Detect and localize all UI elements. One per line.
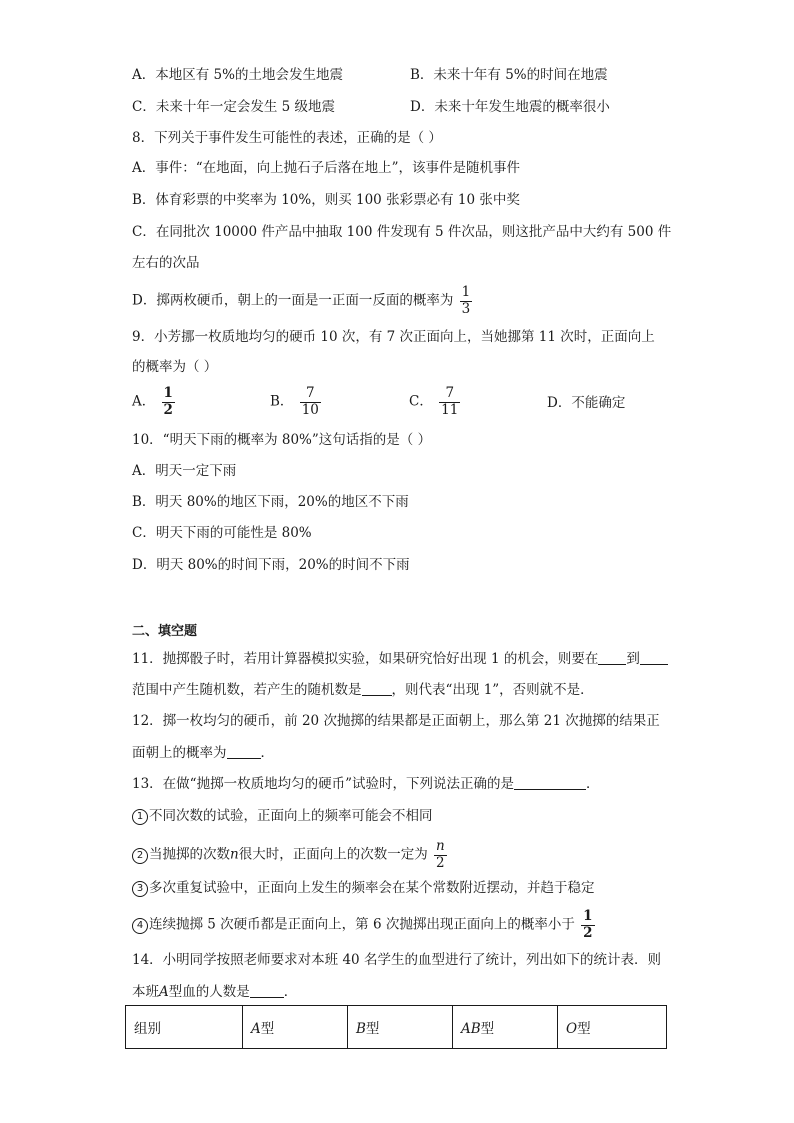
answer-blank[interactable] xyxy=(598,650,626,665)
q13-s3-text: 多次重复试验中，正面向上发生的频率会在某个常数附近摆动，并趋于稳定 xyxy=(149,880,595,896)
q8-option-b[interactable]: B．体育彩票的中奖率为 10%，则买 100 张彩票必有 10 张中奖 xyxy=(132,192,520,208)
circled-number-2: 2 xyxy=(132,848,148,864)
q11-line1 xyxy=(132,649,668,669)
fraction-n-over-2 xyxy=(434,840,447,870)
denominator: 2 xyxy=(583,924,593,941)
suffix: 型 xyxy=(480,1021,495,1037)
q13-statement-4 xyxy=(132,910,597,940)
var: A xyxy=(251,1021,261,1037)
suffix: 型 xyxy=(260,1021,275,1037)
suffix: 型 xyxy=(577,1021,591,1037)
answer-blank[interactable] xyxy=(362,681,392,696)
q13-s4-text: 连续抛掷 5 次硬币都是正面向上，第 6 次抛掷出现正面向上的概率小于 xyxy=(149,916,575,933)
q9-option-b[interactable] xyxy=(270,387,323,417)
q10-option-b[interactable]: B．明天 80%的地区下雨，20%的地区不下雨 xyxy=(132,494,409,510)
q14-line1: 14．小明同学按照老师要求对本班 40 名学生的血型进行了统计，列出如下的统计表．则 xyxy=(132,952,661,968)
suffix: 型 xyxy=(365,1021,380,1037)
answer-blank[interactable] xyxy=(227,744,261,759)
q13-s2-text-b: 很大时，正面向上的次数一定为 xyxy=(238,846,428,863)
numerator: 1 xyxy=(583,908,593,924)
q8-stem: 8．下列关于事件发生可能性的表述，正确的是（ ） xyxy=(132,130,442,146)
var: AB xyxy=(461,1021,481,1037)
q13-statement-2 xyxy=(132,840,449,870)
q12-period: ． xyxy=(260,745,274,761)
q9-stem-line2: 的概率为（ ） xyxy=(132,359,218,375)
table-cell-type-b xyxy=(348,1006,453,1049)
fraction-one-third xyxy=(460,286,473,316)
q12-line2 xyxy=(132,743,274,763)
q13-s2-text-a: 当抛掷的次数 xyxy=(149,846,230,863)
denominator: 2 xyxy=(163,401,173,418)
q7-option-a[interactable]: A．本地区有 5%的土地会发生地震 xyxy=(132,67,343,83)
q10-option-c[interactable]: C．明天下雨的可能性是 80% xyxy=(132,525,312,541)
denominator: 11 xyxy=(441,401,459,418)
q8-option-c[interactable]: C．在同批次 10000 件产品中抽取 100 件发现有 5 件次品，则这批产品中大约有 500 件 xyxy=(132,224,672,240)
q14-line2 xyxy=(132,982,297,1002)
denominator: 10 xyxy=(301,401,319,418)
blood-type-table xyxy=(125,1005,667,1049)
q14-text-a: 本班 xyxy=(132,984,159,1000)
q13-stem-text: 13．在做“抛掷一枚质地均匀的硬币”试验时，下列说法正确的是 xyxy=(132,776,514,792)
table-cell-type-a xyxy=(243,1006,348,1049)
q7-option-d[interactable]: D．未来十年发生地震的概率很小 xyxy=(410,99,610,115)
table-cell-type-o xyxy=(558,1006,667,1049)
numerator: 7 xyxy=(439,387,460,403)
q13-statement-3 xyxy=(132,878,595,898)
q9-option-c[interactable] xyxy=(409,387,462,417)
q8-option-d[interactable] xyxy=(132,286,474,316)
q8-option-a[interactable]: A．事件：“在地面，向上抛石子后落在地上”，该事件是随机事件 xyxy=(132,160,521,176)
q11-text-a: 11．抛掷骰子时，若用计算器模拟实验，如果研究恰好出现 1 的机会，则要在 xyxy=(132,651,599,667)
q10-stem: 10．“明天下雨的概率为 80%”这句话指的是（ ） xyxy=(132,432,432,448)
q12-text: 面朝上的概率为 xyxy=(132,745,227,761)
numerator: 1 xyxy=(461,284,471,300)
q9-option-a-label: A． xyxy=(132,393,156,410)
q11-text-c: 范围中产生随机数，若产生的随机数是 xyxy=(132,682,362,698)
q13-s1-text: 不同次数的试验，正面向上的频率可能会不相同 xyxy=(149,808,433,824)
answer-blank[interactable] xyxy=(514,775,586,790)
q8-option-c-continued: 左右的次品 xyxy=(132,255,200,271)
numerator: 7 xyxy=(300,387,321,403)
circled-number-1: 1 xyxy=(132,809,148,825)
denominator: 2 xyxy=(436,854,445,871)
variable-a: A xyxy=(159,984,169,1000)
denominator: 3 xyxy=(461,300,471,317)
q9-option-c-label: C． xyxy=(409,393,433,410)
q14-period: ． xyxy=(283,984,298,1000)
numerator: n xyxy=(436,838,445,854)
q10-option-d[interactable]: D．明天 80%的时间下雨，20%的时间不下雨 xyxy=(132,557,410,573)
fraction-one-half xyxy=(162,387,175,417)
q13-statement-1 xyxy=(132,806,433,826)
q9-option-b-label: B． xyxy=(270,393,294,410)
q9-option-d[interactable]: D．不能确定 xyxy=(547,395,626,411)
q11-text-b: 到 xyxy=(626,651,640,667)
circled-number-4: 4 xyxy=(132,918,148,934)
table-cell-type-ab xyxy=(453,1006,558,1049)
section-title-fill-in: 二、填空题 xyxy=(132,624,198,639)
q8-option-d-text: D．掷两枚硬币，朝上的一面是一正面一反面的概率为 xyxy=(132,292,454,309)
answer-blank[interactable] xyxy=(250,983,284,998)
fraction-seven-tenths xyxy=(300,387,321,417)
q12-line1: 12．掷一枚均匀的硬币，前 20 次抛掷的结果都是正面朝上，那么第 21 次抛掷的结果正 xyxy=(132,713,660,729)
numerator: 1 xyxy=(163,385,173,401)
fraction-seven-elevenths xyxy=(439,387,460,417)
var: O xyxy=(566,1021,578,1037)
q9-option-a[interactable] xyxy=(132,387,177,417)
q14-text-b: 型血的人数是 xyxy=(168,984,250,1000)
q13-stem xyxy=(132,774,599,794)
q11-line2 xyxy=(132,680,594,700)
circled-number-3: 3 xyxy=(132,881,148,897)
q7-option-c[interactable]: C．未来十年一定会发生 5 级地震 xyxy=(132,99,336,115)
var: B xyxy=(356,1021,366,1037)
table-header-row xyxy=(126,1006,667,1049)
variable-n: n xyxy=(230,846,239,863)
table-cell-group: 组别 xyxy=(126,1006,243,1049)
q10-option-a[interactable]: A．明天一定下雨 xyxy=(132,463,237,479)
q9-stem-line1: 9．小芳挪一枚质地均匀的硬币 10 次，有 7 次正面向上，当她挪第 11 次时，正面向上 xyxy=(132,329,655,345)
q11-text-d: ，则代表“出现 1”，否则就不是． xyxy=(391,682,594,698)
q7-option-b[interactable]: B．未来十年有 5%的时间在地震 xyxy=(410,67,608,83)
fraction-one-half xyxy=(581,910,594,940)
answer-blank[interactable] xyxy=(640,650,668,665)
q13-period: ． xyxy=(585,776,600,792)
